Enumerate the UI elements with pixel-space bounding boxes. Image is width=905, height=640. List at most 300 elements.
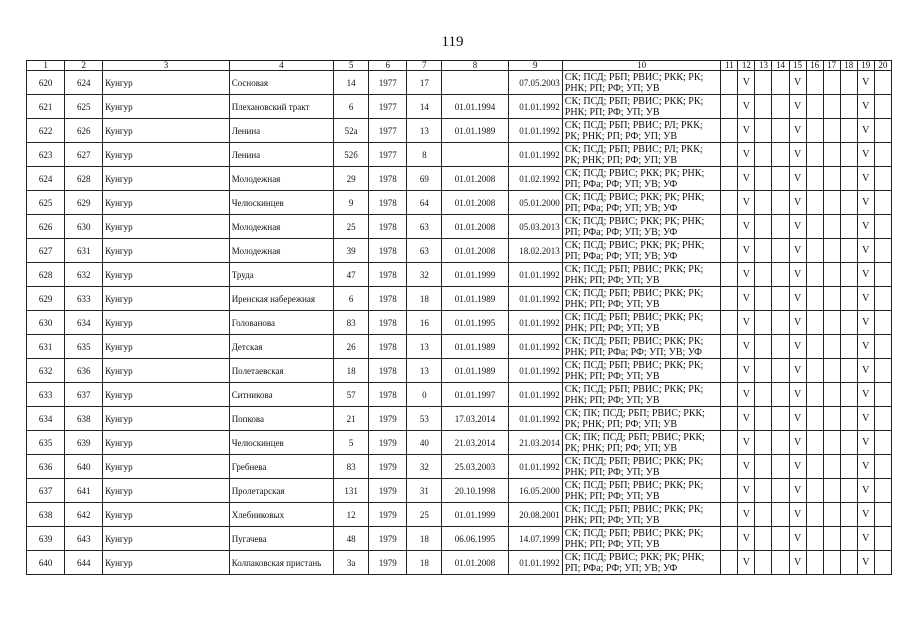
mark-12-cell: V [738,191,755,215]
object-number-cell: 640 [65,455,103,479]
year-built-cell: 1979 [369,551,407,575]
date-col-8-cell: 01.01.1989 [442,359,508,383]
mark-19-cell: V [857,551,874,575]
wear-percent-cell: 18 [407,287,442,311]
mark-14-cell [772,143,789,167]
date-col-9-cell: 05.03.2013 [508,215,562,239]
mark-18-cell [840,431,857,455]
street-cell: Ленина [229,143,333,167]
mark-17-cell [823,383,840,407]
date-col-8-cell: 01.01.1994 [442,95,508,119]
mark-11-cell [721,95,738,119]
date-col-8-cell: 01.01.1989 [442,119,508,143]
object-number-cell: 630 [65,215,103,239]
work-codes-cell: СК; ПСД; РВИС; РКК; РК; РНК; РП; РФа; РФ; УП; УВ; УФ [562,215,721,239]
mark-14-cell [772,551,789,575]
row-number-cell: 625 [27,191,65,215]
town-cell: Кунгур [103,239,229,263]
work-codes-cell: СК; ПСД; РБП; РВИС; РЛ; РКК; РК; РНК; РП; РФ; УП; УВ [562,119,721,143]
mark-16-cell [806,359,823,383]
date-col-8-cell: 01.01.1999 [442,503,508,527]
mark-11-cell [721,407,738,431]
mark-17-cell [823,479,840,503]
mark-14-cell [772,431,789,455]
mark-14-cell [772,119,789,143]
mark-14-cell [772,527,789,551]
row-number-cell: 635 [27,431,65,455]
date-col-9-cell: 16.05.2000 [508,479,562,503]
mark-18-cell [840,455,857,479]
mark-16-cell [806,191,823,215]
year-built-cell: 1977 [369,95,407,119]
year-built-cell: 1979 [369,527,407,551]
object-number-cell: 641 [65,479,103,503]
town-cell: Кунгур [103,191,229,215]
year-built-cell: 1978 [369,191,407,215]
work-codes-cell: СК; ПСД; РБП; РВИС; РКК; РК; РНК; РП; РФа; РФ; УП; УВ; УФ [562,335,721,359]
column-header-13: 13 [755,61,772,71]
house-number-cell: 5 [334,431,369,455]
street-cell: Пугачева [229,527,333,551]
house-number-cell: 18 [334,359,369,383]
mark-19-cell: V [857,119,874,143]
mark-15-cell: V [789,191,806,215]
mark-14-cell [772,71,789,95]
table-row [27,383,892,407]
year-built-cell: 1978 [369,239,407,263]
town-cell: Кунгур [103,263,229,287]
mark-11-cell [721,71,738,95]
mark-19-cell: V [857,191,874,215]
mark-13-cell [755,71,772,95]
mark-15-cell: V [789,263,806,287]
column-header-5: 5 [334,61,369,71]
house-number-cell: 48 [334,527,369,551]
object-number-cell: 628 [65,167,103,191]
street-cell: Колпаковская пристань [229,551,333,575]
house-number-cell: 14 [334,71,369,95]
year-built-cell: 1978 [369,311,407,335]
wear-percent-cell: 13 [407,359,442,383]
town-cell: Кунгур [103,527,229,551]
object-number-cell: 637 [65,383,103,407]
row-number-cell: 623 [27,143,65,167]
street-cell: Ситникова [229,383,333,407]
mark-13-cell [755,215,772,239]
date-col-8-cell: 01.01.2008 [442,239,508,263]
column-header-3: 3 [103,61,229,71]
street-cell: Пролетарская [229,479,333,503]
work-codes-cell: СК; ПСД; РВИС; РКК; РК; РНК; РП; РФа; РФ; УП; УВ; УФ [562,191,721,215]
street-cell: Молодежная [229,215,333,239]
mark-15-cell: V [789,335,806,359]
town-cell: Кунгур [103,167,229,191]
mark-15-cell: V [789,287,806,311]
object-number-cell: 624 [65,71,103,95]
mark-20-cell [874,119,891,143]
mark-14-cell [772,263,789,287]
row-number-cell: 629 [27,287,65,311]
table-row [27,455,892,479]
object-number-cell: 635 [65,335,103,359]
mark-18-cell [840,71,857,95]
table-row [27,263,892,287]
date-col-9-cell: 01.01.1992 [508,95,562,119]
mark-15-cell: V [789,527,806,551]
year-built-cell: 1978 [369,383,407,407]
year-built-cell: 1978 [369,287,407,311]
wear-percent-cell: 53 [407,407,442,431]
work-codes-cell: СК; ПСД; РВИС; РКК; РК; РНК; РП; РФа; РФ; УП; УВ; УФ [562,167,721,191]
house-number-cell: 26 [334,335,369,359]
year-built-cell: 1979 [369,407,407,431]
mark-16-cell [806,551,823,575]
object-number-cell: 629 [65,191,103,215]
mark-17-cell [823,71,840,95]
year-built-cell: 1977 [369,119,407,143]
table-row [27,431,892,455]
column-header-14: 14 [772,61,789,71]
mark-15-cell: V [789,455,806,479]
mark-15-cell: V [789,167,806,191]
mark-17-cell [823,527,840,551]
street-cell: Молодежная [229,239,333,263]
mark-20-cell [874,167,891,191]
mark-20-cell [874,383,891,407]
mark-12-cell: V [738,95,755,119]
mark-13-cell [755,359,772,383]
mark-16-cell [806,143,823,167]
date-col-9-cell: 21.03.2014 [508,431,562,455]
table-row [27,215,892,239]
year-built-cell: 1979 [369,455,407,479]
row-number-cell: 633 [27,383,65,407]
wear-percent-cell: 32 [407,455,442,479]
object-number-cell: 644 [65,551,103,575]
town-cell: Кунгур [103,215,229,239]
mark-16-cell [806,479,823,503]
mark-14-cell [772,95,789,119]
work-codes-cell: СК; ПК; ПСД; РБП; РВИС; РКК; РК; РНК; РП; РФ; УП; УВ [562,431,721,455]
mark-12-cell: V [738,263,755,287]
object-number-cell: 631 [65,239,103,263]
mark-11-cell [721,239,738,263]
mark-19-cell: V [857,263,874,287]
mark-16-cell [806,239,823,263]
town-cell: Кунгур [103,335,229,359]
mark-14-cell [772,407,789,431]
house-number-cell: 57 [334,383,369,407]
row-number-cell: 621 [27,95,65,119]
work-codes-cell: СК; ПСД; РБП; РВИС; РКК; РК; РНК; РП; РФ; УП; УВ [562,263,721,287]
mark-12-cell: V [738,143,755,167]
street-cell: Хлебниковых [229,503,333,527]
mark-20-cell [874,527,891,551]
mark-12-cell: V [738,359,755,383]
mark-16-cell [806,383,823,407]
street-cell: Иренская набережная [229,287,333,311]
mark-11-cell [721,311,738,335]
mark-13-cell [755,239,772,263]
mark-13-cell [755,551,772,575]
mark-12-cell: V [738,551,755,575]
mark-15-cell: V [789,359,806,383]
mark-14-cell [772,359,789,383]
column-header-18: 18 [840,61,857,71]
date-col-9-cell: 20.08.2001 [508,503,562,527]
work-codes-cell: СК; ПСД; РБП; РВИС; РКК; РК; РНК; РП; РФ; УП; УВ [562,287,721,311]
mark-15-cell: V [789,95,806,119]
mark-16-cell [806,167,823,191]
house-number-cell: 52а [334,119,369,143]
date-col-9-cell: 07.05.2003 [508,71,562,95]
house-number-cell: 6 [334,287,369,311]
row-number-cell: 639 [27,527,65,551]
date-col-8-cell [442,143,508,167]
mark-19-cell: V [857,311,874,335]
mark-11-cell [721,455,738,479]
date-col-8-cell: 01.01.1989 [442,335,508,359]
mark-11-cell [721,431,738,455]
town-cell: Кунгур [103,551,229,575]
year-built-cell: 1977 [369,143,407,167]
mark-14-cell [772,503,789,527]
mark-16-cell [806,527,823,551]
mark-19-cell: V [857,407,874,431]
mark-14-cell [772,191,789,215]
mark-16-cell [806,215,823,239]
mark-20-cell [874,455,891,479]
table-row [27,239,892,263]
mark-17-cell [823,335,840,359]
mark-13-cell [755,287,772,311]
house-number-cell: 131 [334,479,369,503]
mark-18-cell [840,551,857,575]
work-codes-cell: СК; ПСД; РБП; РВИС; РКК; РК; РНК; РП; РФ; УП; УВ [562,455,721,479]
date-col-8-cell [442,71,508,95]
mark-20-cell [874,95,891,119]
mark-11-cell [721,359,738,383]
buildings-table [26,60,892,575]
work-codes-cell: СК; ПСД; РБП; РВИС; РЛ; РКК; РК; РНК; РП; РФ; УП; УВ [562,143,721,167]
column-header-19: 19 [857,61,874,71]
wear-percent-cell: 31 [407,479,442,503]
mark-20-cell [874,143,891,167]
year-built-cell: 1978 [369,335,407,359]
date-col-9-cell: 01.01.1992 [508,335,562,359]
object-number-cell: 626 [65,119,103,143]
mark-14-cell [772,311,789,335]
year-built-cell: 1979 [369,431,407,455]
date-col-8-cell: 01.01.2008 [442,551,508,575]
mark-18-cell [840,479,857,503]
mark-13-cell [755,335,772,359]
mark-20-cell [874,239,891,263]
table-row [27,479,892,503]
house-number-cell: 29 [334,167,369,191]
date-col-8-cell: 01.01.2008 [442,191,508,215]
mark-19-cell: V [857,71,874,95]
mark-16-cell [806,407,823,431]
mark-17-cell [823,311,840,335]
mark-17-cell [823,455,840,479]
object-number-cell: 625 [65,95,103,119]
table-row [27,143,892,167]
work-codes-cell: СК; ПСД; РБП; РВИС; РКК; РК; РНК; РП; РФ; УП; УВ [562,479,721,503]
date-col-8-cell: 01.01.1997 [442,383,508,407]
wear-percent-cell: 69 [407,167,442,191]
mark-19-cell: V [857,239,874,263]
mark-11-cell [721,143,738,167]
year-built-cell: 1978 [369,263,407,287]
mark-13-cell [755,143,772,167]
mark-20-cell [874,503,891,527]
date-col-9-cell: 01.01.1992 [508,383,562,407]
mark-12-cell: V [738,455,755,479]
object-number-cell: 639 [65,431,103,455]
street-cell: Полетаевская [229,359,333,383]
row-number-cell: 636 [27,455,65,479]
mark-18-cell [840,359,857,383]
street-cell: Труда [229,263,333,287]
row-number-cell: 626 [27,215,65,239]
mark-17-cell [823,191,840,215]
mark-15-cell: V [789,407,806,431]
mark-13-cell [755,479,772,503]
mark-17-cell [823,551,840,575]
mark-18-cell [840,95,857,119]
wear-percent-cell: 13 [407,119,442,143]
mark-20-cell [874,359,891,383]
work-codes-cell: СК; ПСД; РБП; РВИС; РКК; РК; РНК; РП; РФ; УП; УВ [562,71,721,95]
mark-18-cell [840,527,857,551]
mark-11-cell [721,191,738,215]
mark-17-cell [823,287,840,311]
column-header-4: 4 [229,61,333,71]
house-number-cell: 47 [334,263,369,287]
date-col-9-cell: 01.02.1992 [508,167,562,191]
table-row [27,71,892,95]
year-built-cell: 1978 [369,215,407,239]
town-cell: Кунгур [103,119,229,143]
mark-16-cell [806,287,823,311]
year-built-cell: 1978 [369,359,407,383]
mark-18-cell [840,215,857,239]
mark-12-cell: V [738,431,755,455]
mark-11-cell [721,215,738,239]
mark-18-cell [840,503,857,527]
mark-19-cell: V [857,503,874,527]
mark-16-cell [806,95,823,119]
mark-16-cell [806,503,823,527]
mark-13-cell [755,119,772,143]
mark-18-cell [840,383,857,407]
mark-18-cell [840,311,857,335]
house-number-cell: 52б [334,143,369,167]
town-cell: Кунгур [103,383,229,407]
date-col-8-cell: 06.06.1995 [442,527,508,551]
date-col-9-cell: 01.01.1992 [508,311,562,335]
street-cell: Ленина [229,119,333,143]
object-number-cell: 638 [65,407,103,431]
object-number-cell: 642 [65,503,103,527]
mark-11-cell [721,479,738,503]
mark-20-cell [874,191,891,215]
mark-17-cell [823,431,840,455]
column-header-17: 17 [823,61,840,71]
mark-18-cell [840,191,857,215]
column-header-9: 9 [508,61,562,71]
row-number-cell: 628 [27,263,65,287]
row-number-cell: 620 [27,71,65,95]
mark-17-cell [823,407,840,431]
page-number: 119 [441,34,464,50]
mark-14-cell [772,287,789,311]
mark-11-cell [721,527,738,551]
mark-20-cell [874,551,891,575]
wear-percent-cell: 25 [407,503,442,527]
column-header-6: 6 [369,61,407,71]
mark-15-cell: V [789,383,806,407]
table-row [27,527,892,551]
column-header-20: 20 [874,61,891,71]
row-number-cell: 638 [27,503,65,527]
street-cell: Плехановский тракт [229,95,333,119]
wear-percent-cell: 16 [407,311,442,335]
mark-16-cell [806,119,823,143]
mark-19-cell: V [857,431,874,455]
mark-13-cell [755,167,772,191]
mark-18-cell [840,407,857,431]
mark-11-cell [721,167,738,191]
mark-11-cell [721,263,738,287]
mark-17-cell [823,95,840,119]
table-row [27,119,892,143]
street-cell: Сосновая [229,71,333,95]
mark-11-cell [721,503,738,527]
mark-13-cell [755,95,772,119]
mark-20-cell [874,287,891,311]
house-number-cell: 3а [334,551,369,575]
date-col-9-cell: 01.01.1992 [508,119,562,143]
mark-12-cell: V [738,383,755,407]
mark-13-cell [755,407,772,431]
street-cell: Голованова [229,311,333,335]
town-cell: Кунгур [103,287,229,311]
mark-19-cell: V [857,143,874,167]
date-col-8-cell: 25.03.2003 [442,455,508,479]
row-number-cell: 627 [27,239,65,263]
mark-13-cell [755,191,772,215]
date-col-9-cell: 01.01.1992 [508,287,562,311]
mark-13-cell [755,455,772,479]
mark-15-cell: V [789,503,806,527]
year-built-cell: 1977 [369,71,407,95]
house-number-cell: 83 [334,311,369,335]
table-row [27,311,892,335]
town-cell: Кунгур [103,311,229,335]
house-number-cell: 25 [334,215,369,239]
column-header-16: 16 [806,61,823,71]
date-col-9-cell: 01.01.1992 [508,551,562,575]
work-codes-cell: СК; ПСД; РБП; РВИС; РКК; РК; РНК; РП; РФ; УП; УВ [562,311,721,335]
mark-18-cell [840,167,857,191]
date-col-8-cell: 17.03.2014 [442,407,508,431]
date-col-8-cell: 21.03.2014 [442,431,508,455]
row-number-cell: 637 [27,479,65,503]
row-number-cell: 640 [27,551,65,575]
mark-13-cell [755,527,772,551]
